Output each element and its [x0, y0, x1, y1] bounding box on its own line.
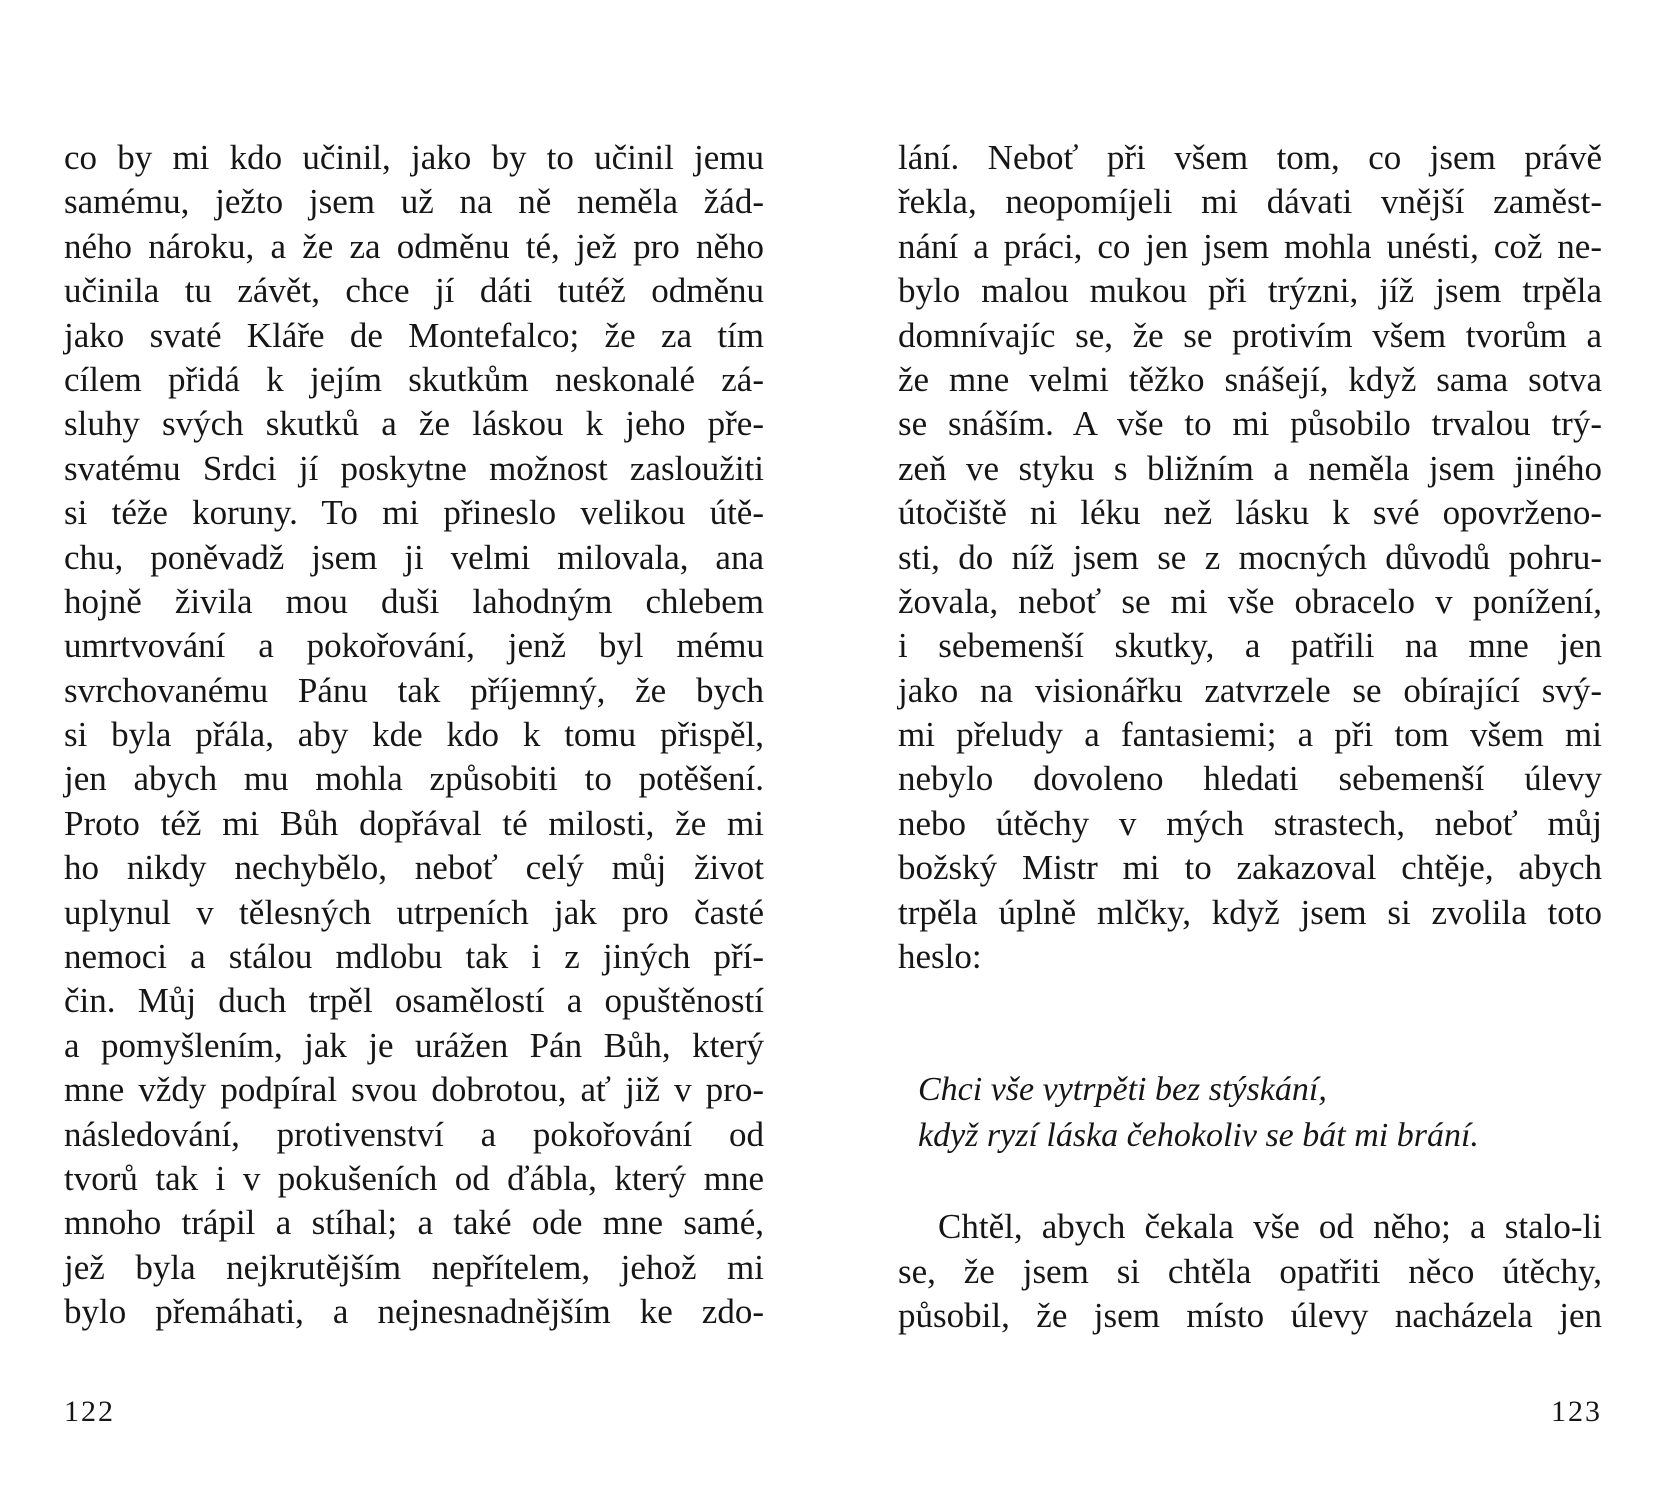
text-line: nemoci a stálou mdlobu tak i z jiných pří- [64, 937, 764, 977]
text-line: se, že jsem si chtěla opatřiti něco útěchy, [898, 1251, 1602, 1291]
text-line: trpěla úplně mlčky, když jsem si zvolila toto [898, 892, 1602, 932]
text-line: čin. Můj duch trpěl osamělostí a opuštěností [64, 981, 764, 1021]
text-line: hojně živila mou duši lahodným chlebem [64, 581, 764, 621]
right-page [898, 136, 1602, 1339]
text-line: následování, protivenství a pokořování od [64, 1114, 764, 1154]
left-page-text [64, 136, 764, 1335]
text-line: jen abych mu mohla způsobiti to potěšení. [64, 759, 764, 799]
text-line: božský Mistr mi to zakazoval chtěje, abych [898, 848, 1602, 888]
text-line: lání. Neboť při všem tom, co jsem právě [898, 138, 1602, 177]
text-line: co by mi kdo učinil, jako by to učinil jemu [64, 138, 764, 177]
text-line: nebo útěchy v mých strastech, neboť můj [898, 803, 1602, 843]
text-line: bylo malou mukou při trýzni, jíž jsem trpěla [898, 271, 1602, 311]
text-line: že mne velmi těžko snášejí, když sama sotva [898, 359, 1602, 399]
text-line: jako svaté Kláře de Montefalco; že za tím [64, 315, 764, 355]
text-line: jako na visionářku zatvrzele se obírající svý- [898, 670, 1602, 710]
text-line: svatému Srdci jí poskytne možnost zasloužiti [64, 448, 764, 488]
text-line: ho nikdy nechybělo, neboť celý můj život [64, 848, 764, 888]
text-line: bylo přemáhati, a nejnesnadnějším ke zdo- [64, 1292, 764, 1332]
text-line: heslo: [898, 937, 982, 977]
text-line: mi přeludy a fantasiemi; a při tom všem mi [898, 715, 1602, 755]
text-line: zeň ve styku s bližním a neměla jsem jiného [898, 448, 1602, 488]
text-line: cílem přidá k jejím skutkům neskonalé zá- [64, 359, 764, 399]
right-page-text [898, 136, 1602, 979]
text-line: se snáším. A vše to mi působilo trvalou trý- [898, 404, 1602, 444]
text-line: útočiště ni léku než lásku k své opovrženo- [898, 493, 1602, 533]
text-line: svrchovanému Pánu tak příjemný, že bych [64, 670, 764, 710]
right-page-continuation [898, 1205, 1602, 1338]
text-line: nání a práci, co jen jsem mohla unésti, což ne- [898, 226, 1602, 266]
text-line: Chtěl, abych čekala vše od něho; a stalo-li [938, 1207, 1602, 1247]
text-line: řekla, neopomíjeli mi dávati vnější zaměst- [898, 182, 1602, 222]
text-line: chu, poněvadž jsem ji velmi milovala, ana [64, 537, 764, 577]
text-line: mne vždy podpíral svou dobrotou, ať již v pro- [64, 1070, 764, 1110]
text-line: samému, ježto jsem už na ně neměla žád- [64, 182, 764, 222]
text-line: učinila tu závět, chce jí dáti tutéž odměnu [64, 271, 764, 311]
text-line: nebylo dovoleno hledati sebemenší úlevy [898, 759, 1602, 799]
text-line: sti, do níž jsem se z mocných důvodů pohru- [898, 537, 1602, 577]
text-line: si téže koruny. To mi přineslo velikou útě- [64, 493, 764, 533]
text-line: uplynul v tělesných utrpeních jak pro časté [64, 892, 764, 932]
text-line: jež byla nejkrutějším nepřítelem, jehož mi [64, 1247, 764, 1287]
verse-line: když ryzí láska čehokoliv se bát mi brání. [918, 1117, 1479, 1155]
text-line: a pomyšlením, jak je urážen Pán Bůh, který [64, 1025, 764, 1065]
text-line: si byla přála, aby kde kdo k tomu přispěl, [64, 715, 764, 755]
page-number-left: 122 [64, 1395, 115, 1428]
text-line: působil, že jsem místo úlevy nacházela jen [898, 1296, 1602, 1336]
left-page [64, 136, 764, 1335]
text-line: Proto též mi Bůh dopřával té milosti, že mi [64, 803, 764, 843]
text-line: žovala, neboť se mi vše obracelo v ponížení, [898, 581, 1602, 621]
verse-line: Chci vše vytrpěti bez stýskání, [918, 1071, 1327, 1109]
text-line: mnoho trápil a stíhal; a také ode mne samé, [64, 1203, 764, 1243]
text-line: i sebemenší skutky, a patřili na mne jen [898, 626, 1602, 666]
text-line: ného nároku, a že za odměnu té, jež pro něho [64, 226, 764, 266]
page-number-right: 123 [1551, 1395, 1602, 1428]
text-line: domnívajíc se, že se protivím všem tvorům a [898, 315, 1602, 355]
verse-quote [918, 1067, 1602, 1159]
text-line: umrtvování a pokořování, jenž byl mému [64, 626, 764, 666]
text-line: tvorů tak i v pokušeních od ďábla, který mne [64, 1158, 764, 1198]
text-line: sluhy svých skutků a že láskou k jeho pře- [64, 404, 764, 444]
